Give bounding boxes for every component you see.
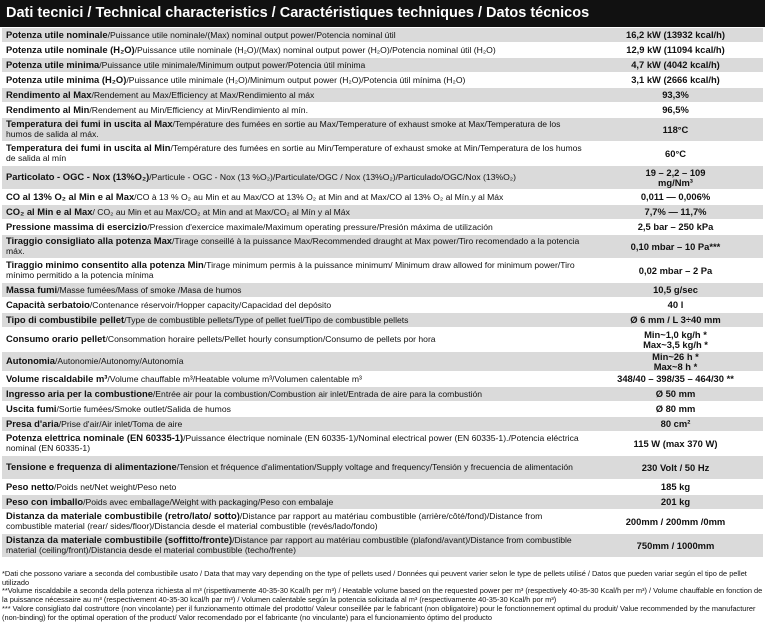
spec-row bbox=[2, 88, 763, 103]
spec-label: Autonomia bbox=[6, 355, 55, 367]
spec-label: Presa d'aria bbox=[6, 417, 59, 429]
spec-row bbox=[2, 283, 763, 298]
spec-row bbox=[2, 58, 763, 73]
spec-description: /CO à 13 % O₂ au Min et au Max/CO at 13% O₂ at Min and at Max/CO al 13% O₂ al Mín.y al Máx bbox=[134, 191, 504, 202]
footnotes bbox=[2, 570, 763, 622]
spec-label: Ingresso aria per la combustione bbox=[6, 387, 153, 399]
spec-label: Temperatura dei fumi in uscita al Min bbox=[6, 142, 171, 154]
spec-description: /Sortie fumées/Smoke outlet/Salida de humos bbox=[56, 403, 231, 414]
spec-label-cell bbox=[2, 456, 588, 479]
spec-description: /Poids net/Net weight/Peso neto bbox=[53, 481, 177, 492]
spec-description: /Type de combustible pellets/Type of pellet fuel/Tipo de combustible pellets bbox=[124, 314, 409, 325]
footnote-3: *** Valore consigliato dal costruttore (non vincolante) per il funzionamento ottimale del prodotto/ Valeur conseillée par le fabricant (non obligatoire) pour le fonctionnement optimal du produit/ Value recommended by the manufacturer (non-binding) for the optimal operation of the product/ Valor recomendado por el fabricante (no vinculante) para el funcionamiento óptimo del producto bbox=[2, 603, 756, 622]
spec-value: 4,7 kW (4042 kcal/h) bbox=[631, 59, 720, 70]
spec-label-cell bbox=[2, 432, 588, 455]
spec-value: 19 – 2,2 – 109 mg/Nm³ bbox=[645, 166, 706, 188]
spec-label-cell bbox=[2, 220, 588, 234]
spec-label-cell bbox=[2, 205, 588, 219]
spec-description: /Consommation horaire pellets/Pellet hourly consumption/Consumo de pellets por hora bbox=[105, 334, 436, 345]
spec-value: Ø 6 mm / L 3÷40 mm bbox=[630, 314, 721, 325]
spec-label: Volume riscaldabile m³ bbox=[6, 372, 108, 384]
spec-row bbox=[2, 372, 763, 387]
spec-row bbox=[2, 235, 763, 259]
spec-value: Min~1,0 kg/h * Max~3,5 kg/h * bbox=[643, 328, 708, 350]
spec-label: Particolato - OGC - Nox (13%O₂) bbox=[6, 171, 150, 183]
spec-description: /Température des fumées en sortie au Min/Temperature of exhaust smoke at Min/Temperatura de los humos de salida al mín bbox=[6, 143, 582, 163]
spec-value: 2,5 bar – 250 kPa bbox=[637, 221, 714, 232]
footnote-1: *Dati che possono variare a seconda del combustibile usato / Data that may vary depending on the type of pellets used / Données qui peuvent varier selon le type de pellets utilisé / Datos que pueden variar según el tipo de pellet utilizado bbox=[2, 569, 747, 587]
spec-label-cell bbox=[2, 166, 588, 189]
spec-label: Peso con imballo bbox=[6, 495, 84, 507]
spec-row bbox=[2, 328, 763, 352]
spec-label: Tensione e frequenza di alimentazione bbox=[6, 461, 177, 473]
spec-row bbox=[2, 28, 763, 43]
spec-label-cell bbox=[2, 495, 588, 509]
spec-row bbox=[2, 103, 763, 118]
spec-label-cell bbox=[2, 28, 588, 42]
spec-value: 118°C bbox=[662, 123, 689, 135]
spec-label-cell bbox=[2, 43, 588, 57]
spec-value: 80 cm² bbox=[660, 418, 691, 429]
spec-row bbox=[2, 495, 763, 510]
spec-label: Peso netto bbox=[6, 480, 54, 492]
spec-row bbox=[2, 432, 763, 456]
spec-label-cell bbox=[2, 103, 588, 117]
spec-row bbox=[2, 313, 763, 328]
spec-label-cell bbox=[2, 387, 588, 401]
spec-value: 3,1 kW (2666 kcal/h) bbox=[631, 74, 720, 85]
spec-label: Potenza elettrica nominale (EN 60335-1) bbox=[6, 432, 184, 444]
spec-label: Rendimento al Max bbox=[6, 88, 92, 100]
spec-description: /Entrée air pour la combustion/Combustion air inlet/Entrada de aire para la combustión bbox=[152, 388, 483, 399]
spec-value: 230 Volt / 50 Hz bbox=[641, 461, 710, 473]
spec-label: Tipo di combustibile pellet bbox=[6, 313, 125, 325]
spec-label-cell bbox=[2, 402, 588, 416]
spec-description: /Puissance utile minimale (H₂O)/Minimum output power (H₂O)/Potencia útil mínima (H₂O) bbox=[126, 74, 466, 85]
spec-description: /Rendement au Max/Efficiency at Max/Rendimiento al máx bbox=[91, 89, 315, 100]
spec-row bbox=[2, 480, 763, 495]
spec-row bbox=[2, 510, 763, 534]
spec-value: 12,9 kW (11094 kcal/h) bbox=[626, 44, 725, 55]
spec-description: /Masse fumées/Mass of smoke /Masa de humos bbox=[57, 284, 242, 295]
spec-label: Temperatura dei fumi in uscita al Max bbox=[6, 118, 173, 130]
spec-label-cell bbox=[2, 328, 588, 351]
spec-value: 60°C bbox=[665, 147, 686, 159]
spec-description: /Poids avec emballage/Weight with packaging/Peso con embalaje bbox=[83, 496, 334, 507]
spec-value: 185 kg bbox=[660, 481, 691, 492]
spec-row bbox=[2, 298, 763, 313]
spec-row bbox=[2, 387, 763, 402]
spec-value: 0,02 mbar – 2 Pa bbox=[638, 264, 713, 276]
spec-description: /Contenance réservoir/Hopper capacity/Capacidad del depósito bbox=[89, 299, 332, 310]
spec-label-cell bbox=[2, 58, 588, 72]
spec-description: /Tirage conseillé à la puissance Max/Recommended draught at Max power/Tiro recomendado a la potencia máx. bbox=[6, 236, 580, 256]
spec-value: 200mm / 200mm /0mm bbox=[625, 515, 726, 527]
spec-row bbox=[2, 534, 763, 558]
spec-value: 10,5 g/sec bbox=[653, 284, 698, 295]
spec-description: /Puissance utile nominale/(Max) nominal output power/Potencia nominal útil bbox=[107, 29, 396, 40]
spec-row bbox=[2, 73, 763, 88]
spec-description: / CO₂ au Min et au Max/CO₂ at Min and at Max/CO₂ al Mín y al Máx bbox=[92, 206, 350, 217]
spec-description: /Puissance utile minimale/Minimum output power/Potencia útil mínima bbox=[99, 59, 366, 70]
spec-label-cell bbox=[2, 118, 588, 141]
spec-value: 115 W (max 370 W) bbox=[633, 437, 718, 449]
spec-label: Tiraggio consigliato alla potenza Max bbox=[6, 235, 173, 247]
spec-label-cell bbox=[2, 372, 588, 386]
spec-label-cell bbox=[2, 73, 588, 87]
spec-label: Pressione massima di esercizio bbox=[6, 220, 148, 232]
spec-label: Potenza utile nominale (H₂O) bbox=[6, 43, 135, 55]
spec-label-cell bbox=[2, 313, 588, 327]
spec-label: Potenza utile minima bbox=[6, 58, 100, 70]
spec-value: 96,5% bbox=[662, 104, 689, 115]
spec-row bbox=[2, 166, 763, 190]
spec-label: Capacità serbatoio bbox=[6, 298, 90, 310]
spec-value: 750mm / 1000mm bbox=[636, 539, 715, 551]
spec-label: Distanza da materiale combustibile (soffitto/fronte) bbox=[6, 534, 233, 546]
spec-row bbox=[2, 190, 763, 205]
spec-description: /Distance par rapport au matériau combustible (plafond/avant)/Distance from combustible material (ceiling/front)/Distancia desde el material combustible (techo/frente) bbox=[6, 535, 572, 555]
spec-value: 201 kg bbox=[660, 496, 691, 507]
spec-label-cell bbox=[2, 298, 588, 312]
footnote-2: **Volume riscaldabile a seconda della potenza richiesta al m³ (rispettivamente 40-35-30 Kcal/h per m³) / Heatable volume based on the requested power per m³ (respectively 40-35-30 Kcal/h per m³) / Volume chauffable en fonction de la puissance nécessaire au m³ (respectivement 40-35-30 kcal/h par m³) / Volumen calentable según la potencia solicitada al m³ (respectivamente 40-35-30 Kcal/h por m³) bbox=[2, 586, 763, 605]
spec-label-cell bbox=[2, 88, 588, 102]
spec-row bbox=[2, 402, 763, 417]
spec-description: /Tension et fréquence d'alimentation/Supply voltage and frequency/Tensión y frecuencia de alimentación bbox=[176, 462, 573, 473]
spec-value: Ø 80 mm bbox=[655, 403, 696, 414]
spec-label: Rendimento al Min bbox=[6, 103, 90, 115]
spec-label-cell bbox=[2, 417, 588, 431]
spec-label-cell bbox=[2, 190, 588, 204]
spec-row bbox=[2, 220, 763, 235]
spec-label: Tiraggio minimo consentito alla potenza Min bbox=[6, 259, 204, 271]
spec-description: /Distance par rapport au matériau combustible (arrière/côté/fond)/Distance from combustible material (rear/ sides/floor)/Distancia desde el material combustible (revés/lado/fondo) bbox=[6, 511, 543, 531]
spec-value: 348/40 – 398/35 – 464/30 ** bbox=[617, 373, 734, 384]
spec-row bbox=[2, 352, 763, 372]
spec-label: CO₂ al Min e al Max bbox=[6, 205, 93, 217]
spec-row bbox=[2, 118, 763, 142]
table-title: Dati tecnici / Technical characteristics / Caractéristiques techniques / Datos técnicos bbox=[0, 0, 765, 27]
spec-label-cell bbox=[2, 352, 588, 371]
spec-label-cell bbox=[2, 510, 588, 533]
spec-label-cell bbox=[2, 235, 588, 258]
spec-label: Potenza utile nominale bbox=[6, 28, 108, 40]
spec-label-cell bbox=[2, 259, 588, 282]
spec-description: /Pression d'exercice maximale/Maximum operating pressure/Presión máxima de utilización bbox=[147, 221, 493, 232]
spec-value: Min~26 h * Max~8 h * bbox=[652, 350, 699, 372]
spec-row bbox=[2, 417, 763, 432]
spec-row bbox=[2, 205, 763, 220]
spec-row bbox=[2, 43, 763, 58]
spec-value: 93,3% bbox=[662, 89, 689, 100]
spec-description: /Tirage minimum permis à la puissance minimum/ Minimum draw allowed for minimum power/Tiro mínimo permitido a la potencia mínima bbox=[6, 260, 575, 280]
spec-description: /Prise d'air/Air inlet/Toma de aire bbox=[58, 418, 183, 429]
spec-label-cell bbox=[2, 142, 588, 165]
spec-description: /Puissance utile nominale (H₂O)/(Max) nominal output power (H₂O)/Potencia nominal útil (H₂O) bbox=[134, 44, 496, 55]
spec-label-cell bbox=[2, 283, 588, 297]
spec-value: 7,7% — 11,7% bbox=[644, 206, 707, 217]
spec-label: Massa fumi bbox=[6, 283, 58, 295]
spec-description: /Puissance électrique nominale (EN 60335-1)/Nominal electrical power (EN 60335-1)./Potencia eléctrica nominal (EN 60335-1) bbox=[6, 433, 579, 453]
spec-label: Distanza da materiale combustibile (retro/lato/ sotto) bbox=[6, 510, 240, 522]
spec-description: /Température des fumées en sortie au Max/Temperature of exhaust smoke at Max/Temperatura de los humos de salida al máx. bbox=[6, 119, 561, 139]
spec-label: CO al 13% O₂ al Min e al Max bbox=[6, 190, 135, 202]
spec-description: /Particule - OGC - Nox (13 %O₂)/Particulate/OGC / Nox (13%O₂)/Particulado/OGC/Nox (13%O₂) bbox=[149, 172, 516, 183]
spec-description: /Autonomie/Autonomy/Autonomía bbox=[54, 356, 184, 367]
spec-label: Potenza utile minima (H₂O) bbox=[6, 73, 127, 85]
spec-value: 40 l bbox=[667, 299, 684, 310]
spec-row bbox=[2, 142, 763, 166]
spec-row bbox=[2, 456, 763, 480]
spec-label-cell bbox=[2, 534, 588, 557]
spec-table bbox=[2, 28, 763, 558]
spec-label: Consumo orario pellet bbox=[6, 333, 106, 345]
spec-description: /Volume chauffable m³/Heatable volume m³/Volumen calentable m³ bbox=[107, 373, 362, 384]
spec-row bbox=[2, 259, 763, 283]
spec-label-cell bbox=[2, 480, 588, 494]
spec-label: Uscita fumi bbox=[6, 402, 57, 414]
spec-description: /Rendement au Min/Efficiency at Min/Rendimiento al mín. bbox=[89, 104, 308, 115]
spec-value: 0,10 mbar – 10 Pa*** bbox=[630, 240, 721, 252]
spec-value: 0,011 — 0,006% bbox=[640, 191, 711, 202]
spec-value: Ø 50 mm bbox=[655, 388, 696, 399]
spec-value: 16,2 kW (13932 kcal/h) bbox=[625, 29, 725, 40]
